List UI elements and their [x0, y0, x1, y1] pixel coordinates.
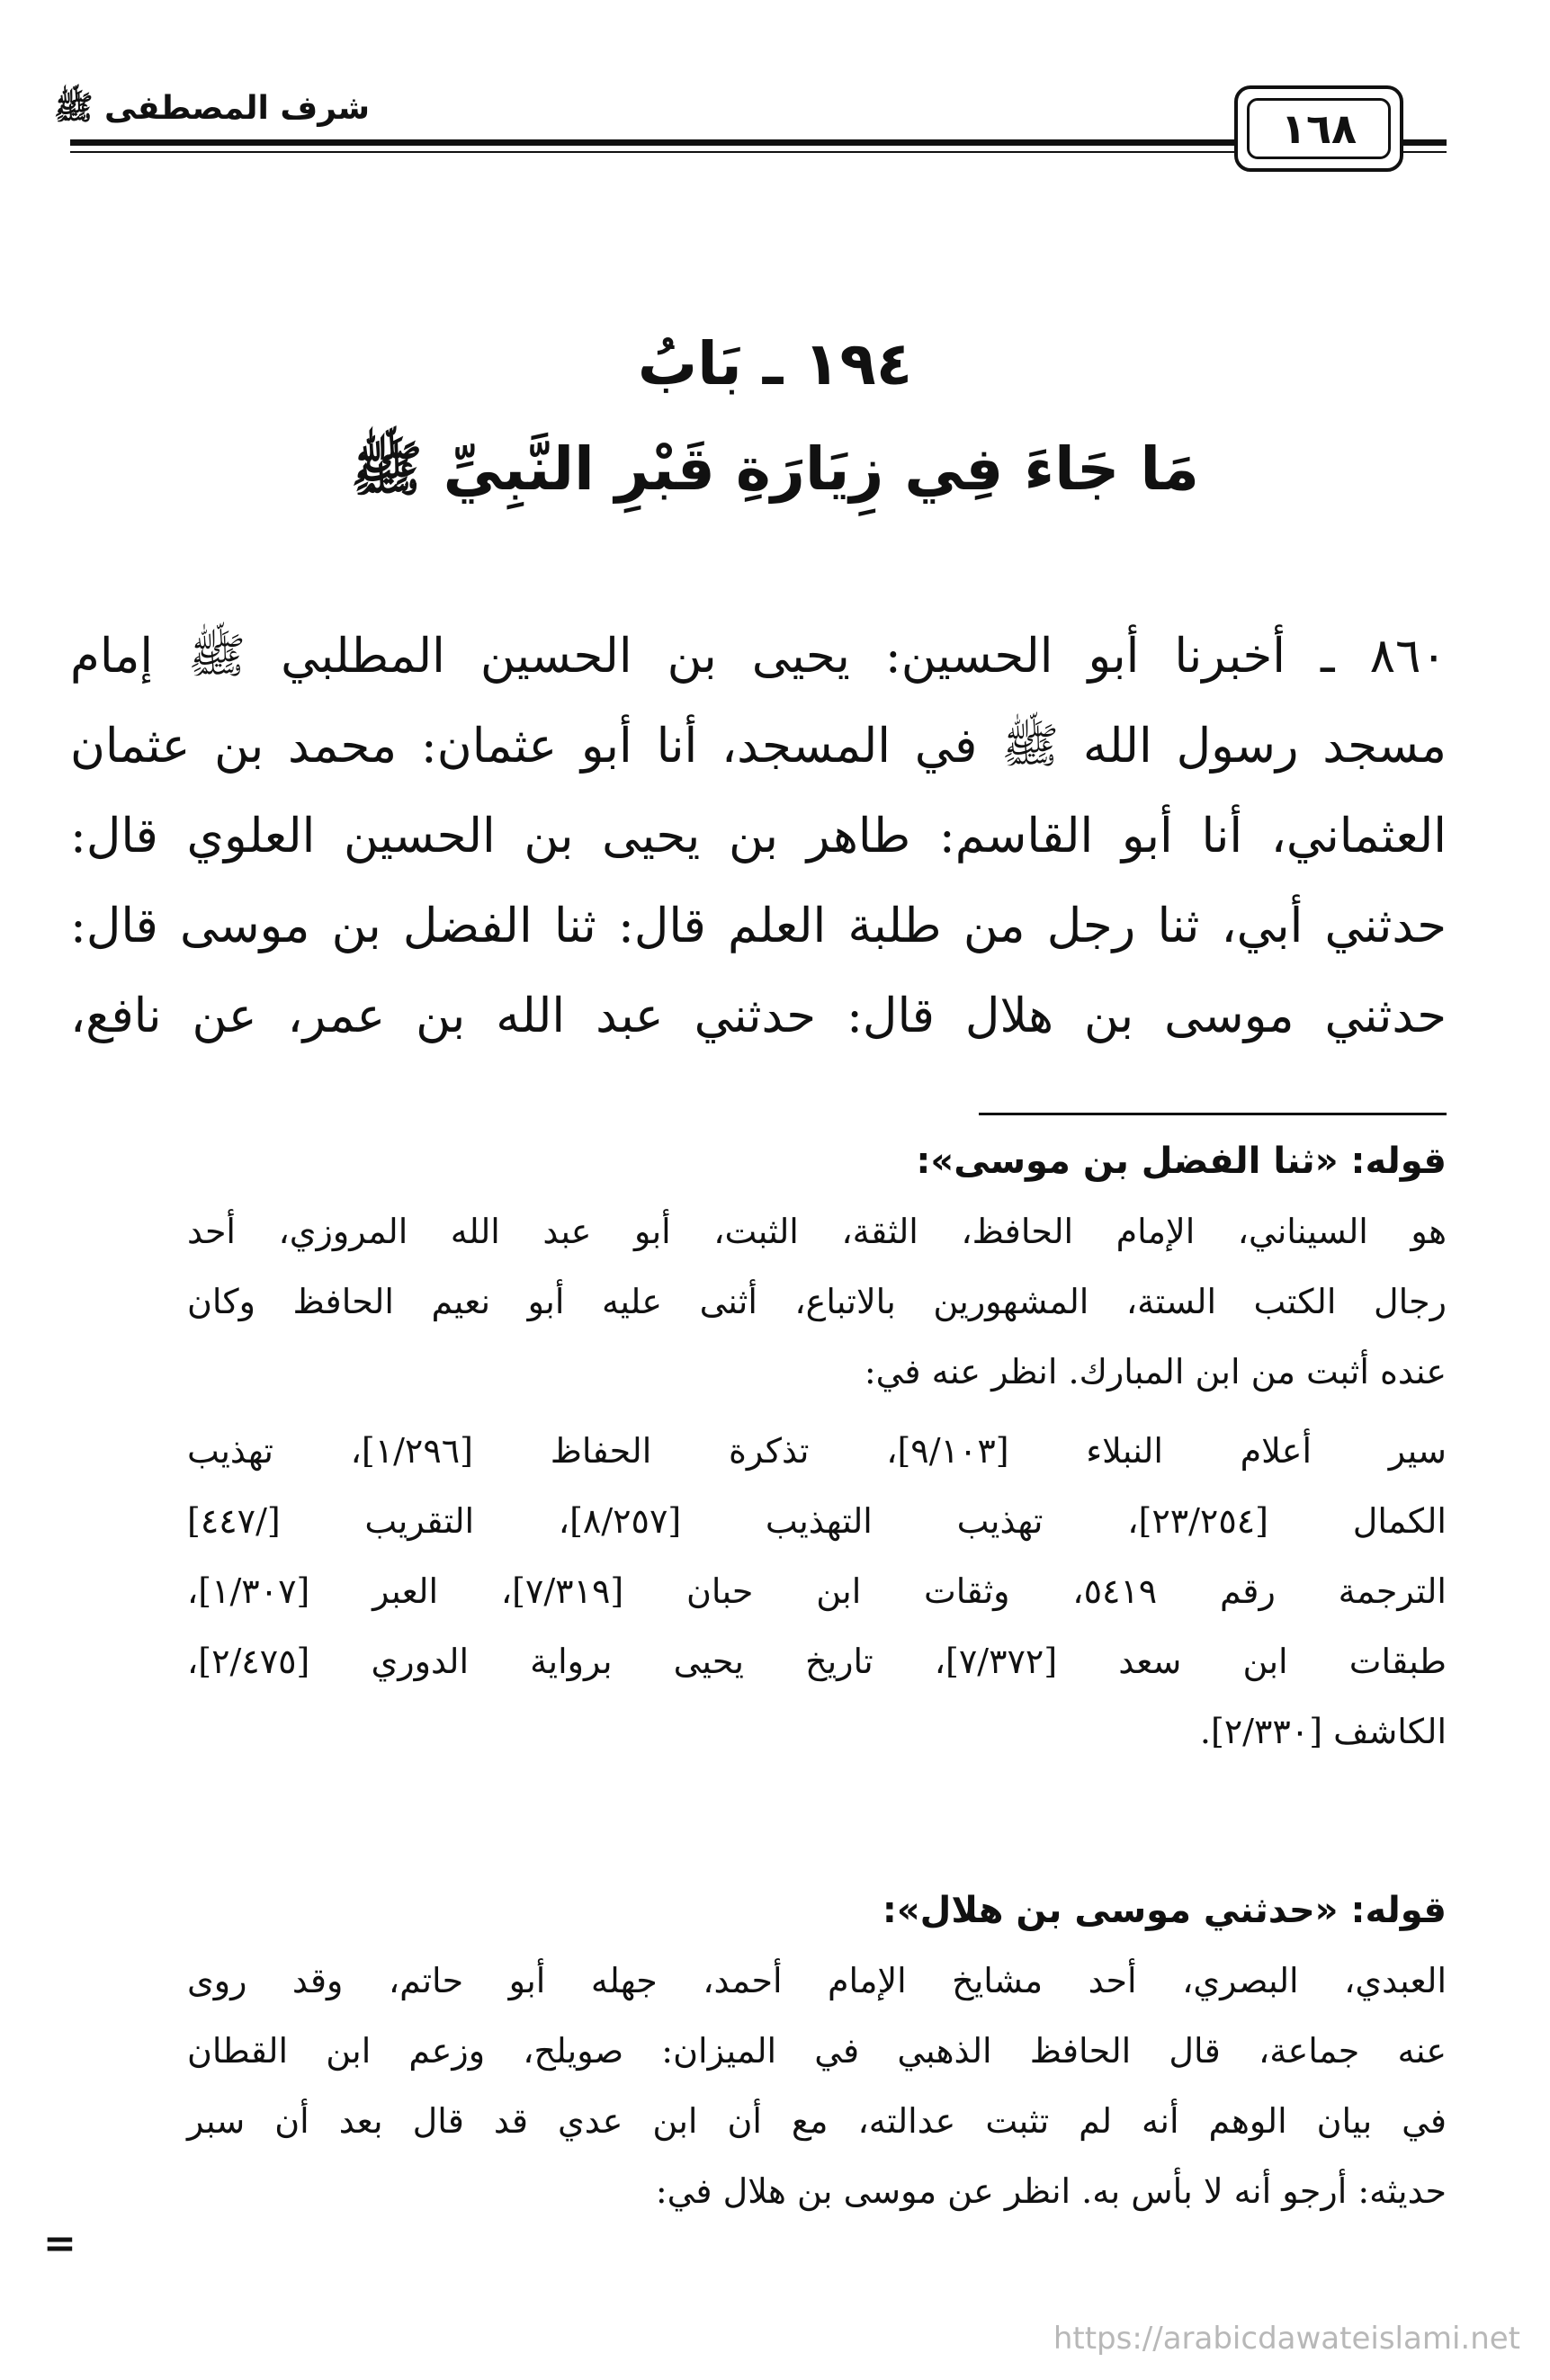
reference-line: الكاشف [٢/٣٣٠]. — [1199, 1712, 1447, 1751]
footnote-heading: قوله: «ثنا الفضل بن موسى»: — [916, 1141, 1447, 1182]
hadith-line: العثماني، أنا أبو القاسم: طاهر بن يحيى بن الحسين العلوي قال: — [70, 809, 1447, 863]
page-number-frame — [1234, 85, 1403, 172]
hadith-line: حدثني موسى بن هلال قال: حدثني عبد الله بن عمر، عن نافع، — [70, 989, 1447, 1043]
hadith-line: مسجد رسول الله ﷺ في المسجد، أنا أبو عثمان: محمد بن عثمان — [70, 719, 1447, 774]
reference-line: الكمال [٢٣/٢٥٤]، تهذيب التهذيب [٨/٢٥٧]، التقريب [/٤٤٧] — [187, 1501, 1447, 1541]
source-watermark: https://arabicdawateislami.net — [1053, 2321, 1520, 2357]
chapter-title: مَا جَاءَ فِي زِيَارَةِ قَبْرِ النَّبِيِّ ﷺ — [350, 434, 1200, 504]
hadith-line: ٨٦٠ ـ أخبرنا أبو الحسين: يحيى بن الحسين المطلبي ﷺ إمام — [70, 629, 1447, 684]
reference-line: سير أعلام النبلاء [٩/١٠٣]، تذكرة الحفاظ [١/٢٩٦]، تهذيب — [187, 1431, 1447, 1471]
footnote-musa-ibn-hilal — [70, 1875, 1447, 2226]
reference-line: طبقات ابن سعد [٧/٣٧٢]، تاريخ يحيى برواية الدوري [٢/٤٧٥]، — [187, 1642, 1447, 1681]
footnote-line: حديثه: أرجو أنه لا بأس به. انظر عن موسى بن هلال في: — [655, 2171, 1447, 2211]
continuation-mark: = — [43, 2221, 76, 2267]
footnote-line: رجال الكتب الستة، المشهورين بالاتباع، أثنى عليه أبو نعيم الحافظ وكان — [187, 1282, 1447, 1321]
page-number: ١٦٨ — [1247, 98, 1391, 159]
footnote-line: العبدي، البصري، أحد مشايخ الإمام أحمد، جهله أبو حاتم، وقد روى — [187, 1961, 1447, 2000]
footnote-separator — [979, 1113, 1447, 1115]
chapter-number-heading: ١٩٤ ـ بَابُ — [637, 329, 913, 398]
footnote-line: في بيان الوهم أنه لم تثبت عدالته، مع أن ابن عدي قد قال بعد أن سبر — [187, 2101, 1447, 2141]
footnote-line: هو السيناني، الإمام الحافظ، الثقة، الثبت، أبو عبد الله المروزي، أحد — [187, 1212, 1447, 1251]
footnote-body — [187, 1196, 1447, 1407]
hadith-line: حدثني أبي، ثنا رجل من طلبة العلم قال: ثنا الفضل بن موسى قال: — [70, 899, 1447, 953]
footnote-heading: قوله: «حدثني موسى بن هلال»: — [882, 1890, 1447, 1931]
footnote-line: عنده أثبت من ابن المبارك. انظر عنه في: — [864, 1352, 1447, 1391]
footnote-fadl-ibn-musa — [70, 1126, 1447, 1767]
reference-line: الترجمة رقم ٥٤١٩، وثقات ابن حبان [٧/٣١٩]، العبر [١/٣٠٧]، — [187, 1571, 1447, 1611]
footnote-body — [187, 1946, 1447, 2226]
footnote-line: عنه جماعة، قال الحافظ الذهبي في الميزان: صويلح، وزعم ابن القطان — [187, 2031, 1447, 2071]
running-title: شرف المصطفى ﷺ — [54, 90, 371, 127]
hadith-text — [70, 612, 1447, 1061]
footnote-references — [187, 1416, 1447, 1767]
